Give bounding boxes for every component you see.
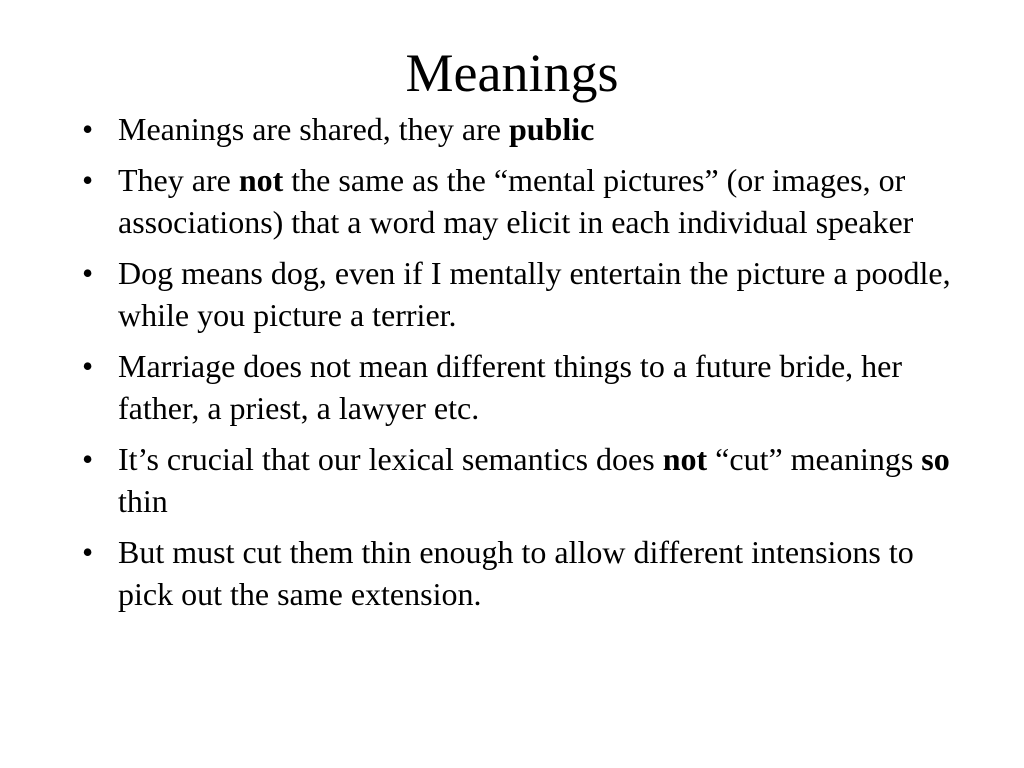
bullet-text-bold: not [238, 162, 284, 198]
bullet-text-run: thin [118, 483, 168, 519]
bullet-item [78, 108, 958, 150]
bullet-item [78, 252, 958, 336]
bullet-text-bold: public [508, 111, 595, 147]
bullet-marker: • [82, 162, 94, 198]
slide-title: Meanings [405, 43, 619, 103]
bullet-text-run: Marriage does not mean different things to a future bride, her father, a priest, a lawyer etc. [118, 348, 903, 426]
bullet-text-run: “cut” meanings [707, 441, 922, 477]
bullet-marker: • [82, 348, 94, 384]
bullet-text-run: But must cut them thin enough to allow different intensions to pick out the same extension. [118, 534, 914, 612]
bullet-text-bold: so [921, 441, 950, 477]
bullet-text [118, 441, 950, 519]
bullet-item [78, 159, 958, 243]
bullet-text [118, 534, 914, 612]
bullet-item [78, 438, 958, 522]
bullet-text [118, 162, 913, 240]
bullet-text [118, 255, 951, 333]
bullet-text-run: Dog means dog, even if I mentally entertain the picture a poodle, while you picture a terrier. [118, 255, 951, 333]
bullet-marker: • [82, 255, 94, 291]
bullet-text-run: the same as the “mental pictures” (or images, or associations) that a word may elicit in each individual speaker [118, 162, 914, 240]
bullet-item [78, 531, 958, 615]
bullet-item [78, 345, 958, 429]
bullet-text [118, 111, 594, 147]
bullet-marker: • [82, 111, 94, 147]
bullet-text-run: They are [118, 162, 239, 198]
bullet-list [78, 108, 958, 624]
bullet-marker: • [82, 534, 94, 570]
bullet-text-run: It’s crucial that our lexical semantics does [118, 441, 663, 477]
bullet-marker: • [82, 441, 94, 477]
bullet-text [118, 348, 902, 426]
bullet-text-bold: not [662, 441, 708, 477]
bullet-text-run: Meanings are shared, they are [118, 111, 509, 147]
